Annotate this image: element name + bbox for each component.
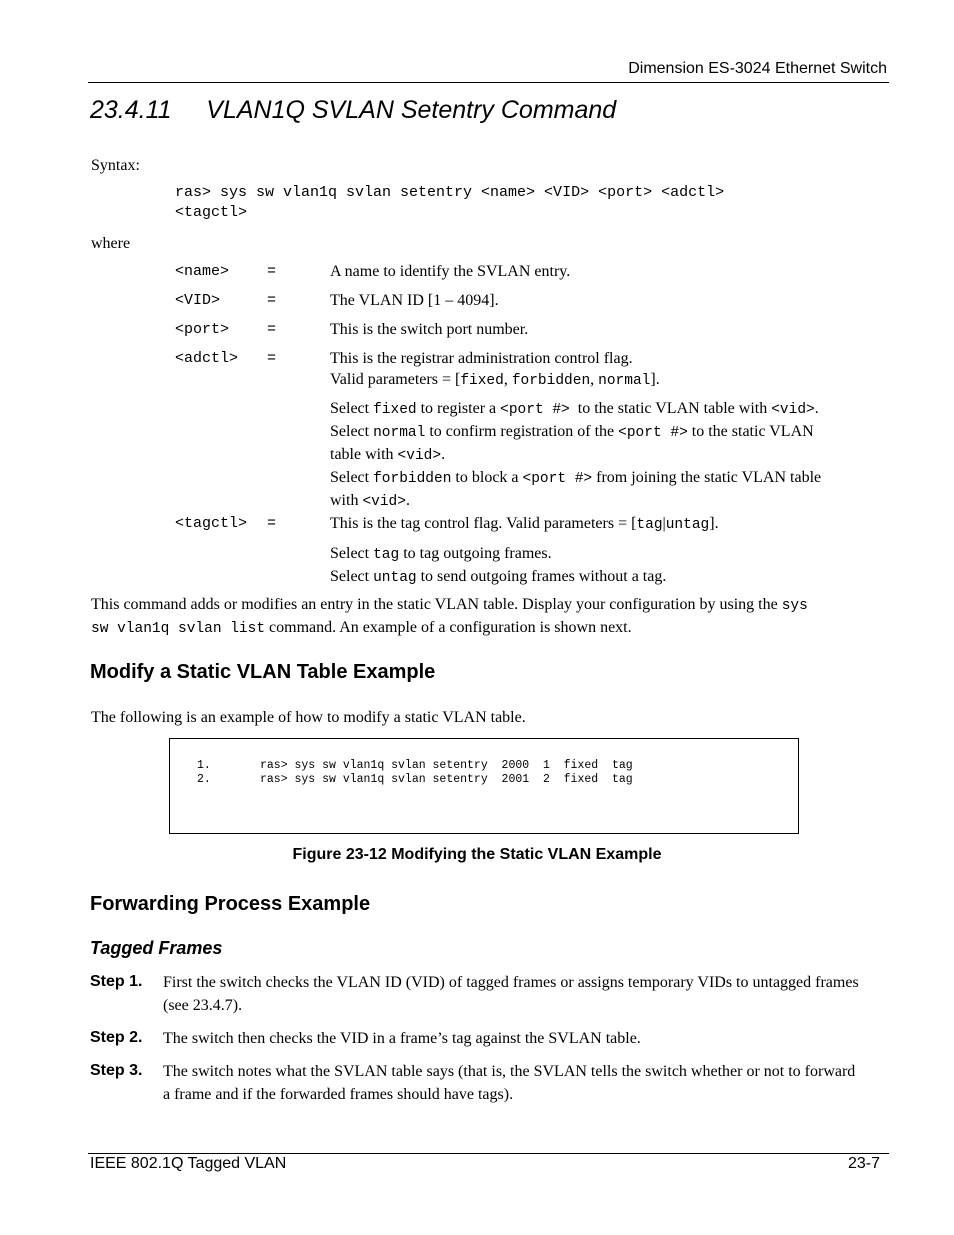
step-label: Step 2.	[90, 1029, 143, 1046]
footer-chapter: IEEE 802.1Q Tagged VLAN	[90, 1155, 287, 1172]
footer-rule	[88, 1153, 889, 1154]
code-line-number: 2.	[197, 773, 211, 786]
adctl-detail-line: Select fixed to register a <port #> to the static VLAN table with <vid>.	[330, 400, 819, 418]
header-rule	[88, 82, 889, 83]
forwarding-heading: Forwarding Process Example	[90, 893, 371, 915]
adctl-detail	[330, 398, 870, 513]
adctl-detail-line: Select forbidden to block a <port #> from joining the static VLAN table	[330, 469, 822, 487]
section-title: 23.4.11 VLAN1Q SVLAN Setentry Command	[90, 96, 617, 124]
param-desc-adctl	[330, 348, 870, 392]
adctl-detail-line: Select normal to confirm registration of the <port #> to the static VLAN	[330, 423, 814, 441]
where-label: where	[91, 235, 131, 252]
running-header: Dimension ES-3024 Ethernet Switch	[628, 60, 887, 77]
code-line-command: ras> sys sw vlan1q svlan setentry 2000 1 fixed tag	[260, 759, 633, 772]
param-name: <port>	[175, 321, 230, 338]
step-label: Step 1.	[90, 973, 143, 990]
param-equals: =	[267, 292, 277, 309]
syntax-line-2: <tagctl>	[175, 204, 248, 221]
page-number: 23-7	[847, 1155, 880, 1172]
param-equals: =	[267, 263, 277, 280]
param-name: <tagctl>	[175, 515, 248, 532]
step-text: The switch notes what the SVLAN table says (that is, the SVLAN tells the switch whether or not to forward a frame and if the forwarded frames should have tags).	[163, 1063, 856, 1103]
param-equals: =	[267, 350, 277, 367]
summary-paragraph: This command adds or modifies an entry in the static VLAN table. Display your configuration by using the sys sw vlan1q svlan list command. An example of a configuration is shown next.	[91, 596, 808, 637]
adctl-desc-line: This is the registrar administration control flag.	[330, 350, 633, 367]
param-name: <name>	[175, 263, 230, 280]
step-text: First the switch checks the VLAN ID (VID) of tagged frames or assigns temporary VIDs to untagged frames (see 23.4.7).	[163, 974, 859, 1014]
tagged-frames-subheading: Tagged Frames	[90, 938, 223, 958]
figure-caption: Figure 23-12 Modifying the Static VLAN Example	[292, 846, 662, 863]
tagctl-detail-line: Select tag to tag outgoing frames.	[330, 545, 552, 563]
param-equals: =	[267, 321, 277, 338]
code-example-box	[169, 738, 799, 834]
adctl-detail-line: with <vid>.	[330, 492, 410, 510]
tagctl-detail	[330, 543, 870, 589]
step-text: The switch then checks the VID in a frame’s tag against the SVLAN table.	[163, 1030, 641, 1047]
param-name: <VID>	[175, 292, 221, 309]
param-desc: This is the switch port number.	[330, 321, 529, 338]
param-equals: =	[267, 515, 277, 532]
param-desc-tagctl: This is the tag control flag. Valid parameters = [tag|untag].	[330, 515, 719, 533]
example-intro: The following is an example of how to modify a static VLAN table.	[91, 709, 526, 726]
param-desc: The VLAN ID [1 – 4094].	[330, 292, 499, 309]
adctl-valid-params: Valid parameters = [fixed, forbidden, normal].	[330, 371, 660, 389]
adctl-detail-line: table with <vid>.	[330, 446, 446, 464]
param-name: <adctl>	[175, 350, 239, 367]
syntax-label: Syntax:	[91, 157, 140, 174]
syntax-line-1: ras> sys sw vlan1q svlan setentry <name> <VID> <port> <adctl>	[175, 184, 725, 201]
tagctl-detail-line: Select untag to send outgoing frames without a tag.	[330, 568, 667, 586]
param-desc: A name to identify the SVLAN entry.	[330, 263, 571, 280]
example-heading: Modify a Static VLAN Table Example	[90, 661, 436, 683]
code-line-number: 1.	[197, 759, 211, 772]
code-line-command: ras> sys sw vlan1q svlan setentry 2001 2 fixed tag	[260, 773, 633, 786]
step-label: Step 3.	[90, 1062, 143, 1079]
